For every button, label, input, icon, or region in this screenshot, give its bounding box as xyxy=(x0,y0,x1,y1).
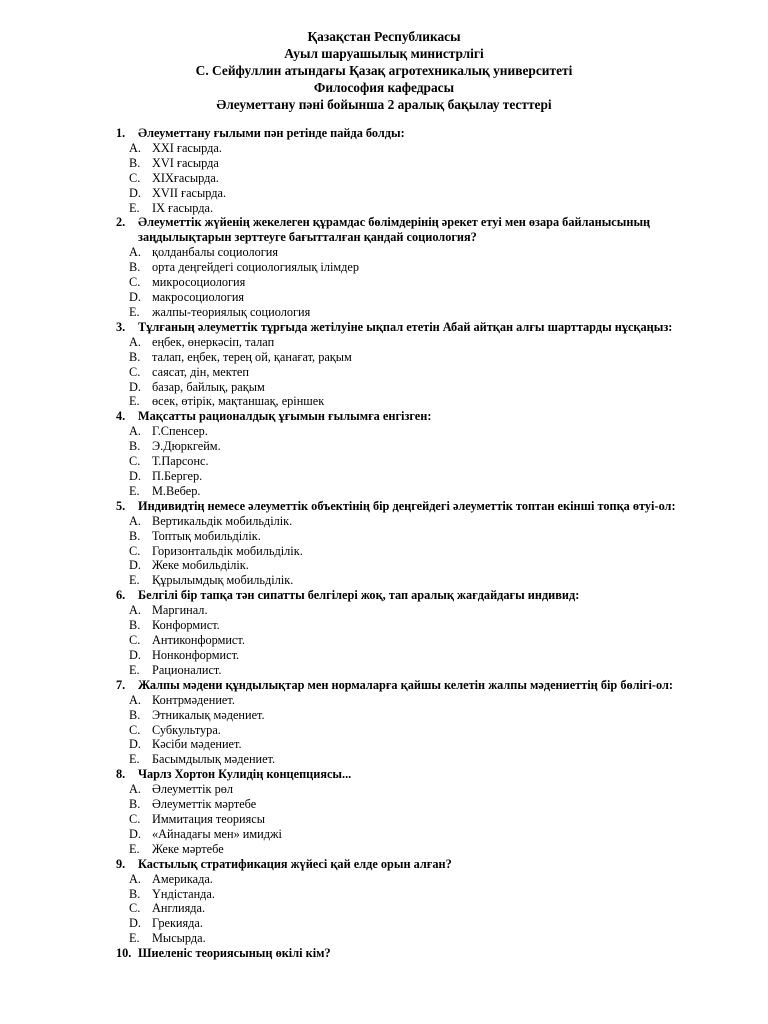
answer-option xyxy=(0,469,768,484)
option-text: Басымдылық мәдениет. xyxy=(152,752,276,767)
answer-option xyxy=(0,827,768,842)
option-text: Жеке мобильділік. xyxy=(152,558,249,573)
question-9 xyxy=(0,857,768,946)
option-letter: D. xyxy=(129,185,141,200)
option-letter: A. xyxy=(129,141,141,155)
answer-option xyxy=(0,916,768,931)
question-number: 3. xyxy=(116,319,126,334)
answer-option xyxy=(0,812,768,827)
answer-option xyxy=(0,394,768,409)
option-letter: C. xyxy=(129,170,141,185)
option-letter: A. xyxy=(129,871,141,886)
header-line-department: Философия кафедрасы xyxy=(313,80,455,95)
option-letter: B. xyxy=(129,155,141,170)
option-text: Т.Парсонс. xyxy=(152,454,209,469)
option-text: базар, байлық, рақым xyxy=(152,379,265,394)
answer-options xyxy=(0,603,768,677)
answer-options xyxy=(0,872,768,946)
header-line-ministry: Ауыл шаруашылық министрлігі xyxy=(284,46,484,61)
question-text: Әлеуметтік жүйенің жекелеген құрамдас бөлімдерінің әрекет етуі мен өзара байланысының заңдылықтарын зерттеуге бағытталған қандай социология? xyxy=(138,215,651,245)
option-letter: C. xyxy=(129,901,141,916)
option-text: Грекияда. xyxy=(152,916,203,931)
answer-option xyxy=(0,573,768,588)
option-text: XXI ғасырда. xyxy=(152,141,222,155)
option-text: Рационалист. xyxy=(152,662,222,677)
option-text: Горизонтальдік мобильділік. xyxy=(152,543,303,558)
option-text: Э.Дюркгейм. xyxy=(152,439,221,454)
answer-option xyxy=(0,544,768,559)
option-letter: C. xyxy=(129,722,141,737)
option-text: Жеке мәртебе xyxy=(152,841,224,856)
option-letter: A. xyxy=(129,513,141,528)
option-text: Маргинал. xyxy=(152,603,208,618)
question-text: Шиеленіс теориясының өкілі кім? xyxy=(138,946,331,961)
option-text: XIXғасырда. xyxy=(152,170,219,185)
answer-option xyxy=(0,514,768,529)
option-letter: B. xyxy=(129,528,141,543)
question-text: Кастылық стратификация жүйесі қай елде орын алған? xyxy=(138,856,452,871)
answer-option xyxy=(0,663,768,678)
question-number: 5. xyxy=(116,498,126,513)
option-letter: C. xyxy=(129,543,141,558)
question-3 xyxy=(0,320,768,409)
answer-option xyxy=(0,603,768,618)
question-1 xyxy=(0,126,768,215)
option-letter: B. xyxy=(129,260,141,275)
answer-option xyxy=(0,633,768,648)
answer-option xyxy=(0,305,768,320)
answer-option xyxy=(0,156,768,171)
option-letter: C. xyxy=(129,633,141,648)
option-text: саясат, дін, мектеп xyxy=(152,364,249,379)
option-text: макросоциология xyxy=(152,290,245,305)
answer-option xyxy=(0,723,768,738)
question-6 xyxy=(0,588,768,677)
option-text: Үндістанда. xyxy=(152,886,215,901)
answer-options xyxy=(0,245,768,319)
option-text: Топтық мобильділік. xyxy=(152,528,261,543)
answer-option xyxy=(0,439,768,454)
option-letter: D. xyxy=(129,379,141,394)
answer-option xyxy=(0,529,768,544)
option-letter: B. xyxy=(129,886,141,901)
option-letter: A. xyxy=(129,245,141,260)
option-letter: B. xyxy=(129,797,141,812)
question-text: Белгілі бір тапқа тән сипатты белгілері жоқ, тап аралық жағдайдағы индивид: xyxy=(138,588,580,603)
question-text: Тұлғаның әлеуметтік тұрғыда жетілуіне ықпал ететін Абай айтқан алғы шарттарды нұсқаңыз: xyxy=(138,319,673,334)
question-text: Чарлз Хортон Кулидің концепциясы... xyxy=(138,767,352,782)
answer-option xyxy=(0,901,768,916)
option-letter: D. xyxy=(129,290,141,305)
answer-option xyxy=(0,380,768,395)
option-letter: D. xyxy=(129,469,141,484)
answer-option xyxy=(0,350,768,365)
option-text: IX ғасырда. xyxy=(152,200,214,215)
answer-options xyxy=(0,782,768,856)
option-letter: A. xyxy=(129,424,141,439)
option-text: Иммитация теориясы xyxy=(152,811,265,826)
option-letter: E. xyxy=(129,483,140,498)
question-10 xyxy=(0,946,768,961)
option-text: жалпы-теориялық социология xyxy=(152,305,311,320)
answer-option xyxy=(0,931,768,946)
option-letter: D. xyxy=(129,916,141,931)
question-4 xyxy=(0,409,768,498)
option-letter: D. xyxy=(129,737,141,752)
option-text: Этникалық мәдениет. xyxy=(152,707,265,722)
option-text: орта деңгейдегі социологиялық ілімдер xyxy=(152,260,360,275)
option-text: Кәсіби мәдениет. xyxy=(152,737,242,752)
option-text: Әлеуметтік рөл xyxy=(152,782,234,797)
option-text: талап, еңбек, терең ой, қанағат, рақым xyxy=(152,349,352,364)
answer-option xyxy=(0,842,768,857)
answer-options xyxy=(0,141,768,215)
option-text: «Айнадағы мен» имиджі xyxy=(152,826,282,841)
option-letter: C. xyxy=(129,454,141,469)
answer-option xyxy=(0,797,768,812)
option-text: Вертикальдік мобильділік. xyxy=(152,513,293,528)
option-text: Әлеуметтік мәртебе xyxy=(152,797,257,812)
header-line-country: Қазақстан Республикасы xyxy=(307,29,461,44)
answer-options xyxy=(0,514,768,588)
option-text: Америкада. xyxy=(152,871,213,886)
answer-option xyxy=(0,290,768,305)
question-list xyxy=(0,126,768,961)
question-text: Әлеуметтану ғылыми пән ретінде пайда болды: xyxy=(138,126,405,140)
answer-option xyxy=(0,335,768,350)
answer-option xyxy=(0,141,768,156)
answer-option xyxy=(0,275,768,290)
answer-options xyxy=(0,693,768,767)
option-letter: D. xyxy=(129,558,141,573)
option-letter: D. xyxy=(129,826,141,841)
answer-option xyxy=(0,618,768,633)
answer-option xyxy=(0,260,768,275)
option-letter: E. xyxy=(129,841,140,856)
answer-option xyxy=(0,245,768,260)
question-number: 9. xyxy=(116,856,126,871)
question-number: 7. xyxy=(116,677,126,692)
option-letter: A. xyxy=(129,334,141,349)
option-letter: A. xyxy=(129,692,141,707)
option-letter: A. xyxy=(129,603,141,618)
answer-option xyxy=(0,737,768,752)
option-letter: E. xyxy=(129,305,140,320)
option-text: П.Бергер. xyxy=(152,469,203,484)
option-text: Англияда. xyxy=(152,901,206,916)
option-text: Мысырда. xyxy=(152,931,206,946)
answer-option xyxy=(0,424,768,439)
question-2 xyxy=(0,215,768,319)
option-letter: E. xyxy=(129,752,140,767)
answer-option xyxy=(0,887,768,902)
option-letter: D. xyxy=(129,647,141,662)
option-letter: A. xyxy=(129,782,141,797)
header-line-university: С. Сейфуллин атындағы Қазақ агротехникалық университеті xyxy=(195,63,573,78)
option-text: еңбек, өнеркәсіп, талап xyxy=(152,334,275,349)
question-number: 1. xyxy=(116,126,126,140)
option-letter: C. xyxy=(129,364,141,379)
answer-option xyxy=(0,872,768,887)
answer-option xyxy=(0,186,768,201)
option-letter: E. xyxy=(129,931,140,946)
question-7 xyxy=(0,678,768,767)
answer-option xyxy=(0,201,768,216)
answer-option xyxy=(0,454,768,469)
option-letter: E. xyxy=(129,662,140,677)
option-text: қолданбалы социология xyxy=(152,245,279,260)
option-letter: B. xyxy=(129,439,141,454)
option-text: Г.Спенсер. xyxy=(152,424,208,439)
option-text: микросоциология xyxy=(152,275,246,290)
question-text: Жалпы мәдени құндылықтар мен нормаларға қайшы келетін жалпы мәдениеттің бір бөлігі-ол: xyxy=(138,677,674,692)
answer-option xyxy=(0,782,768,797)
option-text: М.Вебер. xyxy=(152,483,201,498)
option-letter: C. xyxy=(129,811,141,826)
question-5 xyxy=(0,499,768,588)
option-text: Антиконформист. xyxy=(152,633,245,648)
question-8 xyxy=(0,767,768,856)
question-text: Индивидтің немесе әлеуметтік объектінің бір деңгейдегі әлеуметтік топтан екінші топқа өтуі-ол: xyxy=(138,498,676,513)
option-text: XVII ғасырда. xyxy=(152,185,227,200)
answer-option xyxy=(0,484,768,499)
answer-options xyxy=(0,335,768,409)
answer-option xyxy=(0,693,768,708)
option-text: Контрмәдениет. xyxy=(152,692,235,707)
header-line-test-title: Әлеуметтану пәні бойынша 2 аралық бақылау тесттері xyxy=(216,97,552,112)
option-text: өсек, өтірік, мақтаншақ, еріншек xyxy=(152,394,325,409)
answer-options xyxy=(0,424,768,498)
question-text: Мақсатты рационалдық ұғымын ғылымға енгізген: xyxy=(138,409,432,424)
option-text: Конформист. xyxy=(152,618,220,633)
answer-option xyxy=(0,708,768,723)
option-text: Нонконформист. xyxy=(152,647,240,662)
question-number: 10. xyxy=(116,946,132,961)
option-text: Құрылымдық мобильділік. xyxy=(152,573,294,588)
document-header xyxy=(0,28,768,113)
option-letter: E. xyxy=(129,200,140,215)
option-text: XVI ғасырда xyxy=(152,155,219,170)
option-letter: B. xyxy=(129,707,141,722)
answer-option xyxy=(0,171,768,186)
question-number: 6. xyxy=(116,588,126,603)
question-number: 8. xyxy=(116,767,126,782)
option-letter: E. xyxy=(129,573,140,588)
question-number: 4. xyxy=(116,409,126,424)
question-number: 2. xyxy=(116,215,126,230)
option-letter: B. xyxy=(129,349,141,364)
option-letter: B. xyxy=(129,618,141,633)
answer-option xyxy=(0,752,768,767)
option-letter: C. xyxy=(129,275,141,290)
option-text: Субкультура. xyxy=(152,722,221,737)
answer-option xyxy=(0,648,768,663)
answer-option xyxy=(0,365,768,380)
answer-option xyxy=(0,558,768,573)
option-letter: E. xyxy=(129,394,140,409)
